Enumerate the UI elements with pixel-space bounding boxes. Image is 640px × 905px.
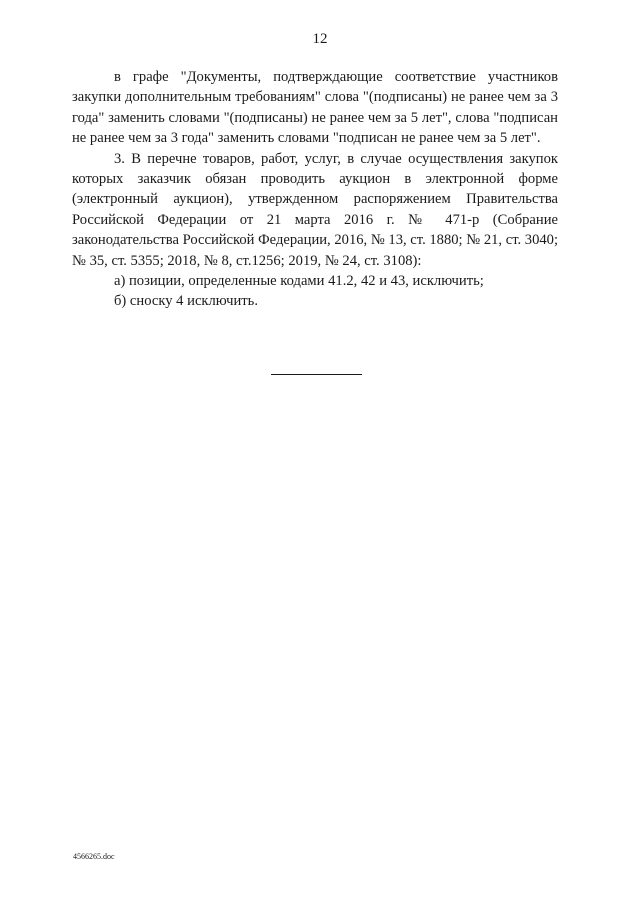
document-body	[72, 67, 558, 312]
paragraph-subitem-b: б) сноску 4 исключить.	[114, 293, 258, 310]
footer-filename: 4566265.doc	[73, 852, 115, 861]
paragraph-document-column: в графе "Документы, подтверждающие соответствие участников закупки дополнительным требованиям" слова "(подписаны) не ранее чем за 3 года" заменить словами "(подписаны) не ранее чем за 5 лет", слова "подписан не ранее чем за 3 года" заменить словами "подписан не ранее чем за 5 лет".	[72, 69, 558, 147]
paragraph-item-3: 3. В перечне товаров, работ, услуг, в случае осуществления закупок которых заказчик обязан проводить аукцион в электронной форме (электронный аукцион), утвержденном распоряжением Правительства Российской Федерации от 21 марта 2016 г. № 471-р (Собрание законодательства Российской Федерации, 2016, № 13, ст. 1880; № 21, ст. 3040; № 35, ст. 5355; 2018, № 8, ст.1256; 2019, № 24, ст. 3108):	[72, 150, 559, 269]
end-separator-line	[271, 374, 362, 375]
paragraph-subitem-a: а) позиции, определенные кодами 41.2, 42 и 43, исключить;	[114, 273, 484, 290]
page-number: 12	[312, 31, 328, 47]
